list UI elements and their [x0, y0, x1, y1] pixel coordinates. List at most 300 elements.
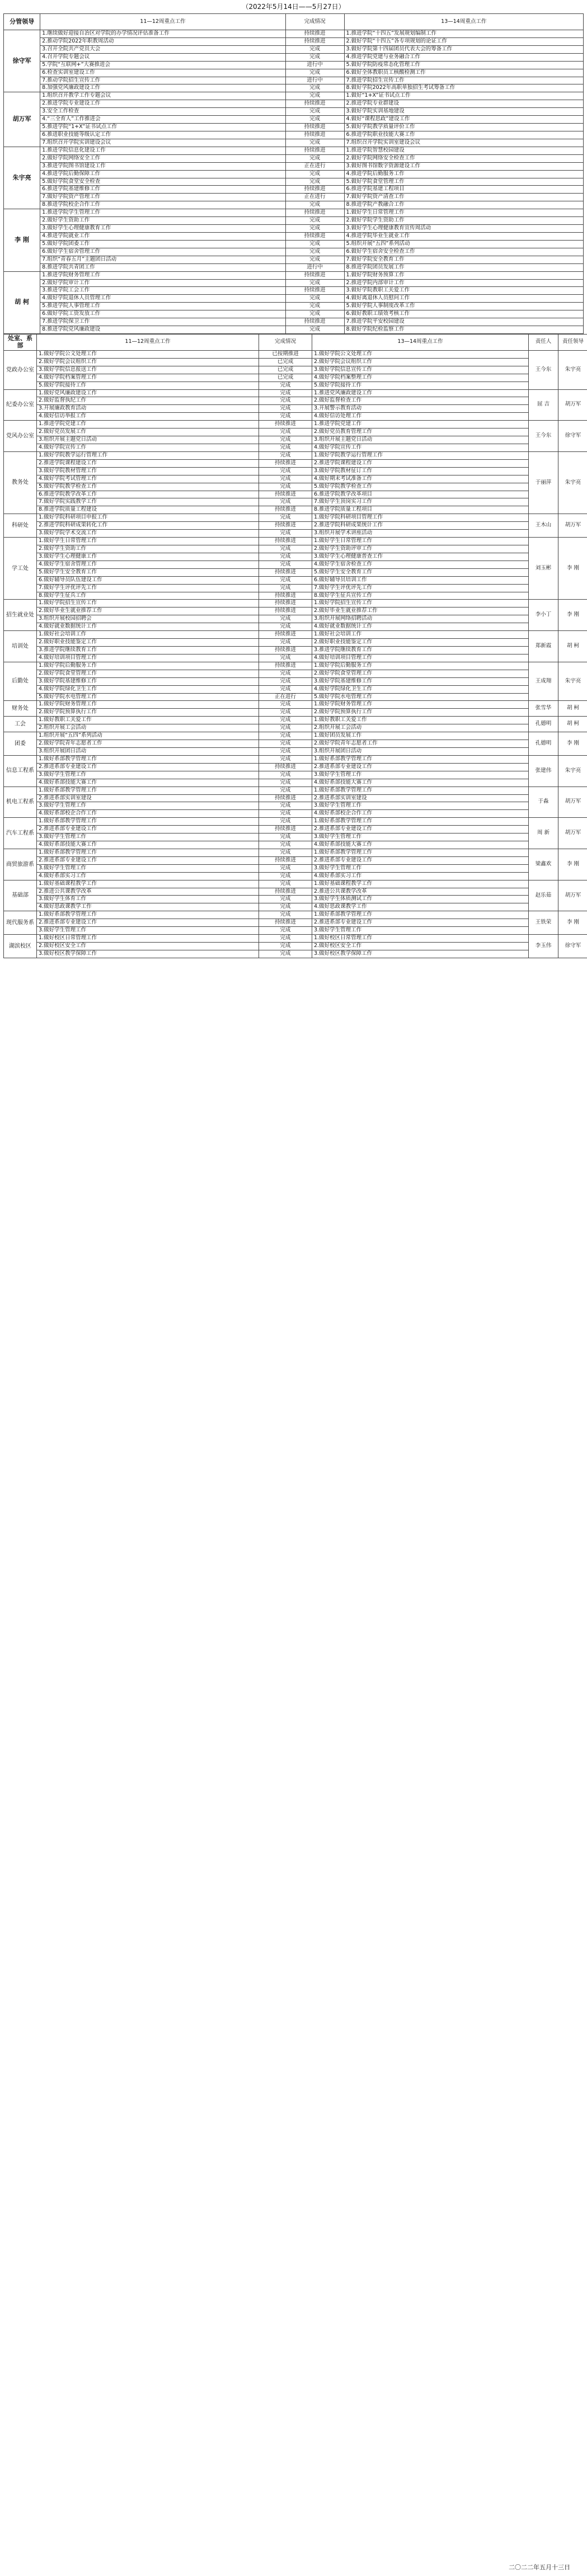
next-task: 8.推进学院团员发展工作 [344, 263, 583, 271]
prev-task: 5.做好学院接待工作 [37, 382, 259, 389]
task-status: 完成 [259, 935, 312, 943]
task-status: 持续推进 [259, 522, 312, 530]
next-task: 2.推进系部专业建设工作 [312, 856, 529, 864]
next-task: 1.做好教职工关爱工作 [312, 717, 529, 724]
next-task: 4.做好离退休人员慰问工作 [344, 295, 583, 303]
prev-task: 3.安全工作检查 [40, 108, 285, 116]
responsible-leader: 徐守军 [558, 421, 587, 452]
responsible-person: 郑新霞 [529, 631, 558, 662]
table-row [4, 116, 584, 124]
table-row [4, 864, 587, 872]
task-status: 持续推进 [285, 100, 344, 108]
task-status: 完成 [259, 779, 312, 787]
responsible-leader: 胡万军 [558, 514, 587, 538]
next-task: 4.推进学院后勤服务工作 [344, 170, 583, 178]
prev-task: 2.推进学院科研成果转化工作 [37, 522, 259, 530]
next-task: 1.做好学生日常管理工作 [344, 209, 583, 217]
department-name: 纪委办公室 [4, 389, 37, 421]
department-name: 教务处 [4, 451, 37, 514]
table-row [4, 350, 587, 358]
next-task: 3.做好学生体质测试工作 [312, 896, 529, 903]
task-status: 完成 [259, 467, 312, 475]
table-row [4, 755, 587, 763]
prev-task: 4.做好学院档案管理工作 [37, 374, 259, 382]
responsible-person: 张雪华 [529, 701, 558, 717]
table-row [4, 568, 587, 576]
task-status: 完成 [259, 584, 312, 592]
header-dept-status: 完成情况 [259, 334, 312, 350]
prev-task: 1.做好系部教学管理工作 [37, 849, 259, 856]
table-row [4, 631, 587, 639]
department-name: 后勤处 [4, 662, 37, 701]
next-task: 1.做好学院财务管理工作 [312, 701, 529, 709]
task-status: 完成 [285, 139, 344, 147]
table-row [4, 506, 587, 514]
prev-task: 3.组织开展团日活动 [37, 747, 259, 755]
prev-task: 6.推进学院教学改革工作 [37, 491, 259, 498]
next-task: 1.做好系部教学管理工作 [312, 787, 529, 794]
table-row [4, 467, 587, 475]
responsible-leader: 胡 柯 [558, 717, 587, 732]
leader-table-header [4, 14, 584, 30]
task-status: 持续推进 [285, 124, 344, 131]
prev-task: 1.做好基础课程教学工作 [37, 880, 259, 888]
next-task: 1.推进学院党建工作 [312, 421, 529, 428]
task-status: 完成 [259, 724, 312, 732]
task-status: 完成 [259, 841, 312, 849]
prev-task: 3.开展廉政教育活动 [37, 405, 259, 413]
responsible-leader: 胡万军 [558, 880, 587, 911]
next-task: 1.推进学院“十四五”发展规划编制工作 [344, 30, 583, 38]
next-task: 4.做好学生宿舍检查工作 [312, 561, 529, 568]
task-status: 完成 [259, 654, 312, 662]
prev-task: 1.推进学院党建工作 [37, 421, 259, 428]
prev-task: 3.做好校区教学保障工作 [37, 950, 259, 958]
table-row [4, 701, 587, 709]
table-row [4, 833, 587, 841]
responsible-person: 周 新 [529, 818, 558, 849]
table-row [4, 217, 584, 225]
table-row [4, 256, 584, 263]
next-task: 3.做好学院第十四届团员代表大会的筹备工作 [344, 45, 583, 53]
prev-task: 2.做好学院审计工作 [40, 279, 285, 287]
table-row [4, 405, 587, 413]
table-row [4, 538, 587, 545]
table-row [4, 522, 587, 530]
next-task: 2.做好学院食堂管理工作 [312, 670, 529, 677]
task-status: 持续推进 [259, 794, 312, 802]
task-status: 进行中 [285, 77, 344, 84]
table-row [4, 607, 587, 615]
next-task: 3.组织开展团日活动 [312, 747, 529, 755]
next-task: 2.推进系部专业建设工作 [312, 763, 529, 771]
responsible-person: 梁鑫欢 [529, 849, 558, 880]
task-status: 已按期推进 [259, 350, 312, 358]
table-row [4, 732, 587, 740]
responsible-leader: 朱宇亮 [558, 755, 587, 787]
task-status: 持续推进 [259, 662, 312, 670]
table-row [4, 685, 587, 693]
next-task: 7.做好学生顶岗实习工作 [312, 498, 529, 506]
table-row [4, 436, 587, 444]
table-row [4, 451, 587, 459]
task-status: 持续推进 [259, 631, 312, 639]
table-row [4, 263, 584, 271]
responsible-person: 于淼 [529, 787, 558, 818]
prev-task: 1.做好学院后勤服务工作 [37, 662, 259, 670]
table-row [4, 677, 587, 685]
table-row [4, 475, 587, 483]
prev-task: 3.推进学院工会工作 [40, 287, 285, 295]
table-row [4, 303, 584, 310]
responsible-leader: 李 刚 [558, 849, 587, 880]
table-row [4, 935, 587, 943]
task-status: 持续推进 [259, 592, 312, 600]
table-row [4, 397, 587, 405]
prev-task: 1.做好系部教学管理工作 [37, 818, 259, 826]
task-status: 完成 [285, 225, 344, 233]
next-task: 2.推进系部实训室建设 [312, 794, 529, 802]
prev-task: 7.做好学生评优评先工作 [37, 584, 259, 592]
next-task: 1.做好学院招生宣传工作 [312, 600, 529, 607]
next-task: 5.做好学院人事制度改革工作 [344, 303, 583, 310]
table-row [4, 810, 587, 818]
next-task: 4.做好学院绿化卫生工作 [312, 685, 529, 693]
table-row [4, 389, 587, 397]
next-task: 1.做好“1+X”证书试点工作 [344, 92, 583, 100]
department-name: 商贸旅游系 [4, 849, 37, 880]
responsible-person: 李玉伟 [529, 935, 558, 958]
department-work-table [3, 334, 587, 958]
task-status: 完成 [259, 701, 312, 709]
header-weeks-11-12: 11—12周重点工作 [40, 14, 285, 30]
task-status: 完成 [285, 84, 344, 92]
prev-task: 2.推进学院课程建设工作 [37, 459, 259, 467]
next-task: 7.推进学院平安校园建设 [344, 318, 583, 326]
table-row [4, 194, 584, 201]
task-status: 完成 [285, 279, 344, 287]
prev-task: 8.推进学院质量工程建设 [37, 506, 259, 514]
task-status: 持续推进 [285, 287, 344, 295]
task-status: 完成 [259, 382, 312, 389]
responsible-person: 王成翔 [529, 662, 558, 701]
prev-task: 1.做好学院教学运行管理工作 [37, 451, 259, 459]
next-task: 3.做好校区教学保障工作 [312, 950, 529, 958]
table-row [4, 896, 587, 903]
prev-task: 1.组织开展“五四”系列活动 [37, 732, 259, 740]
responsible-person: 刘玉彬 [529, 538, 558, 600]
next-task: 2.做好学院“十四五”各专项规划的论证工作 [344, 37, 583, 45]
department-name: 湖滨校区 [4, 935, 37, 958]
table-row [4, 600, 587, 607]
header-status: 完成情况 [285, 14, 344, 30]
table-row [4, 92, 584, 100]
responsible-person: 于丽萍 [529, 451, 558, 514]
prev-task: 2.推进系部专业建设工作 [37, 826, 259, 833]
task-status: 进行中 [285, 61, 344, 69]
table-row [4, 880, 587, 888]
next-task: 5.做好学院水电管理工作 [312, 693, 529, 701]
leader-work-table [3, 13, 584, 334]
prev-task: 3.做好学院教材管理工作 [37, 467, 259, 475]
prev-task: 2.做好校区安全工作 [37, 943, 259, 950]
next-task: 4.做好系部技能大赛工作 [312, 841, 529, 849]
next-task: 5.做好学院食堂管理工作 [344, 178, 583, 186]
next-task: 6.做好辅导员培训工作 [312, 576, 529, 584]
header-dept: 处室、系部 [4, 334, 37, 350]
prev-task: 4.推进学院就业工作 [40, 232, 285, 240]
table-row [4, 201, 584, 209]
task-status: 持续推进 [285, 147, 344, 154]
task-status: 持续推进 [259, 919, 312, 927]
prev-task: 4.做好系部技能大赛工作 [37, 779, 259, 787]
table-row [4, 654, 587, 662]
table-row [4, 724, 587, 732]
responsible-leader: 胡 柯 [558, 701, 587, 717]
department-name: 招生就业处 [4, 600, 37, 631]
department-name: 学工处 [4, 538, 37, 600]
task-status: 完成 [259, 413, 312, 421]
department-name: 党政办公室 [4, 350, 37, 389]
task-status: 完成 [285, 108, 344, 116]
prev-task: 2.做好学生资助工作 [37, 545, 259, 553]
task-status: 完成 [259, 717, 312, 724]
prev-task: 3.做好学院学术交流工作 [37, 530, 259, 538]
next-task: 4.做好学院档案整理工作 [312, 374, 529, 382]
task-status: 完成 [259, 553, 312, 561]
prev-task: 6.检查实训室建设工作 [40, 69, 285, 77]
task-status: 完成 [259, 685, 312, 693]
department-name: 现代服务系 [4, 911, 37, 935]
task-status: 完成 [259, 802, 312, 810]
next-task: 2.推进公共课教学改革 [312, 888, 529, 896]
responsible-leader: 胡万军 [558, 389, 587, 421]
task-status: 持续推进 [259, 646, 312, 654]
prev-task: 2.做好毕业生就业推荐工作 [37, 607, 259, 615]
task-status: 持续推进 [285, 186, 344, 194]
table-row [4, 530, 587, 538]
prev-task: 2.推进系部专业建设工作 [37, 919, 259, 927]
next-task: 5.做好学生安全教育工作 [312, 568, 529, 576]
department-name: 信息工程系 [4, 755, 37, 787]
table-row [4, 232, 584, 240]
prev-task: 1.做好学院科研项目申报工作 [37, 514, 259, 522]
table-row [4, 771, 587, 779]
table-row [4, 225, 584, 233]
table-row [4, 849, 587, 856]
table-row [4, 209, 584, 217]
table-row [4, 84, 584, 92]
task-status: 已完成 [259, 374, 312, 382]
responsible-person: 王铁荣 [529, 911, 558, 935]
next-task: 3.做好学院实训基地建设 [344, 108, 583, 116]
department-name: 机电工程系 [4, 787, 37, 818]
table-row [4, 826, 587, 833]
table-row [4, 576, 587, 584]
table-row [4, 310, 584, 318]
responsible-leader: 李 刚 [558, 538, 587, 600]
table-row [4, 358, 587, 366]
task-status: 完成 [259, 864, 312, 872]
next-task: 5.做好学院接待工作 [312, 382, 529, 389]
next-task: 2.推进系部专业建设工作 [312, 919, 529, 927]
table-row [4, 872, 587, 880]
prev-task: 4.推进学院后勤保障工作 [40, 170, 285, 178]
task-status: 完成 [259, 943, 312, 950]
task-status: 持续推进 [259, 459, 312, 467]
task-status: 完成 [285, 116, 344, 124]
table-row [4, 124, 584, 131]
responsible-person: 王今东 [529, 350, 558, 389]
department-name: 财务处 [4, 701, 37, 717]
task-status: 完成 [259, 740, 312, 748]
prev-task: 8.加强党风廉政建设工作 [40, 84, 285, 92]
task-status: 完成 [285, 170, 344, 178]
next-task: 4.推进学院党建与业务融合工作 [344, 53, 583, 61]
next-task: 2.做好学院学生资助工作 [344, 217, 583, 225]
next-task: 6.做好教职工绩效考核工作 [344, 310, 583, 318]
table-row [4, 382, 587, 389]
prev-task: 3.做好学生心理健康工作 [37, 553, 259, 561]
next-task: 2.推进学院内部审计工作 [344, 279, 583, 287]
table-row [4, 818, 587, 826]
prev-task: 1.做好社会培训工作 [37, 631, 259, 639]
task-status: 持续推进 [285, 30, 344, 38]
footer-date: 二〇二二年五月十三日 [509, 2564, 570, 2571]
next-task: 5.做好学院教学质量评价工作 [344, 124, 583, 131]
table-row [4, 514, 587, 522]
responsible-leader: 李 刚 [558, 600, 587, 631]
next-task: 3.组织开展主题党日活动 [312, 436, 529, 444]
task-status: 正在进行 [259, 693, 312, 701]
responsible-person: 赵乐茹 [529, 880, 558, 911]
task-status: 完成 [285, 310, 344, 318]
responsible-person: 王今东 [529, 421, 558, 452]
table-row [4, 623, 587, 631]
next-task: 8.做好学生征兵宣传工作 [312, 592, 529, 600]
task-status: 完成 [259, 747, 312, 755]
task-status: 持续推进 [259, 888, 312, 896]
table-row [4, 747, 587, 755]
task-status: 持续推进 [285, 318, 344, 326]
next-task: 7.做好学院安全教育工作 [344, 256, 583, 263]
task-status: 持续推进 [285, 209, 344, 217]
next-task: 5.做好学院防疫常态化管理工作 [344, 61, 583, 69]
table-row [4, 927, 587, 935]
responsible-leader: 朱宇亮 [558, 662, 587, 701]
prev-task: 5.推进学院“1+X”证书试点工作 [40, 124, 285, 131]
prev-task: 4.做好学院考试管理工作 [37, 475, 259, 483]
table-row [4, 584, 587, 592]
prev-task: 4.做好培训项目管理工作 [37, 654, 259, 662]
task-status: 完成 [285, 240, 344, 248]
table-row [4, 459, 587, 467]
task-status: 完成 [285, 248, 344, 256]
prev-task: 2.做好学生资助工作 [40, 217, 285, 225]
next-task: 2.做好学院青年志愿者工作 [312, 740, 529, 748]
next-task: 3.做好学生管理工作 [312, 771, 529, 779]
prev-task: 8.推进学院党风廉政建设 [40, 326, 285, 334]
task-status: 持续推进 [259, 763, 312, 771]
table-row [4, 108, 584, 116]
table-row [4, 779, 587, 787]
prev-task: 2.做好学院食堂管理工作 [37, 670, 259, 677]
next-task: 3.做好学生管理工作 [312, 802, 529, 810]
table-row [4, 545, 587, 553]
task-status: 完成 [259, 771, 312, 779]
department-name: 工会 [4, 717, 37, 732]
task-status: 持续推进 [259, 856, 312, 864]
table-row [4, 911, 587, 919]
prev-task: 2.做好职业技能鉴定工作 [37, 639, 259, 647]
next-task: 6.做好学生宿舍安全检查工作 [344, 248, 583, 256]
table-row [4, 77, 584, 84]
prev-task: 2.做好学院青年志愿者工作 [37, 740, 259, 748]
prev-task: 7.做好学院资产管理工作 [40, 194, 285, 201]
prev-task: 1.做好学生日常管理工作 [37, 538, 259, 545]
next-task: 1.做好学院公文处理工作 [312, 350, 529, 358]
task-status: 完成 [259, 911, 312, 919]
table-row [4, 483, 587, 491]
task-status: 完成 [285, 178, 344, 186]
prev-task: 2.做好学院预算执行工作 [37, 709, 259, 717]
task-status: 完成 [259, 451, 312, 459]
table-row [4, 279, 584, 287]
prev-task: 7.推动学院招生宣传工作 [40, 77, 285, 84]
task-status: 完成 [259, 514, 312, 522]
next-task: 3.组织开展学术讲座活动 [312, 530, 529, 538]
next-task: 4.做好系部校企合作工作 [312, 810, 529, 818]
table-row [4, 561, 587, 568]
prev-task: 4.做好就业数据统计工作 [37, 623, 259, 631]
table-row [4, 61, 584, 69]
prev-task: 3.推进学院继续教育工作 [37, 646, 259, 654]
next-task: 1.做好学院科研项目管理工作 [312, 514, 529, 522]
task-status: 完成 [285, 303, 344, 310]
task-status: 完成 [259, 787, 312, 794]
task-status: 进行中 [285, 263, 344, 271]
table-row [4, 888, 587, 896]
next-task: 2.组织开展工会活动 [312, 724, 529, 732]
next-task: 6.推进学院职业技能大赛工作 [344, 131, 583, 139]
table-row [4, 841, 587, 849]
next-task: 2.做好学生资助评审工作 [312, 545, 529, 553]
prev-task: 1.继续做好迎接自治区对学院的办学情况评估准备工作 [40, 30, 285, 38]
next-task: 4.做好就业数据统计工作 [312, 623, 529, 631]
responsible-leader: 朱宇亮 [558, 451, 587, 514]
prev-task: 3.做好学生心理健康教育工作 [40, 225, 285, 233]
table-row [4, 162, 584, 170]
department-name: 科研处 [4, 514, 37, 538]
leader-name: 李 刚 [4, 209, 40, 271]
table-row [4, 943, 587, 950]
next-task: 3.做好学生管理工作 [312, 927, 529, 935]
task-status: 正在进行 [285, 194, 344, 201]
prev-task: 8.推进学院共青团工作 [40, 263, 285, 271]
table-row [4, 69, 584, 77]
table-row [4, 615, 587, 623]
table-row [4, 498, 587, 506]
next-task: 5.组织开展“五四”系列活动 [344, 240, 583, 248]
table-row [4, 186, 584, 194]
task-status: 完成 [259, 677, 312, 685]
next-task: 3.做好学生心理健康普查工作 [312, 553, 529, 561]
prev-task: 4.做好学生宿舍管理工作 [37, 561, 259, 568]
task-status: 完成 [259, 896, 312, 903]
prev-task: 1.做好学院招生宣传工作 [37, 600, 259, 607]
prev-task: 2.推进系部实训室建设 [37, 794, 259, 802]
next-task: 4.做好信访处理工作 [312, 413, 529, 421]
